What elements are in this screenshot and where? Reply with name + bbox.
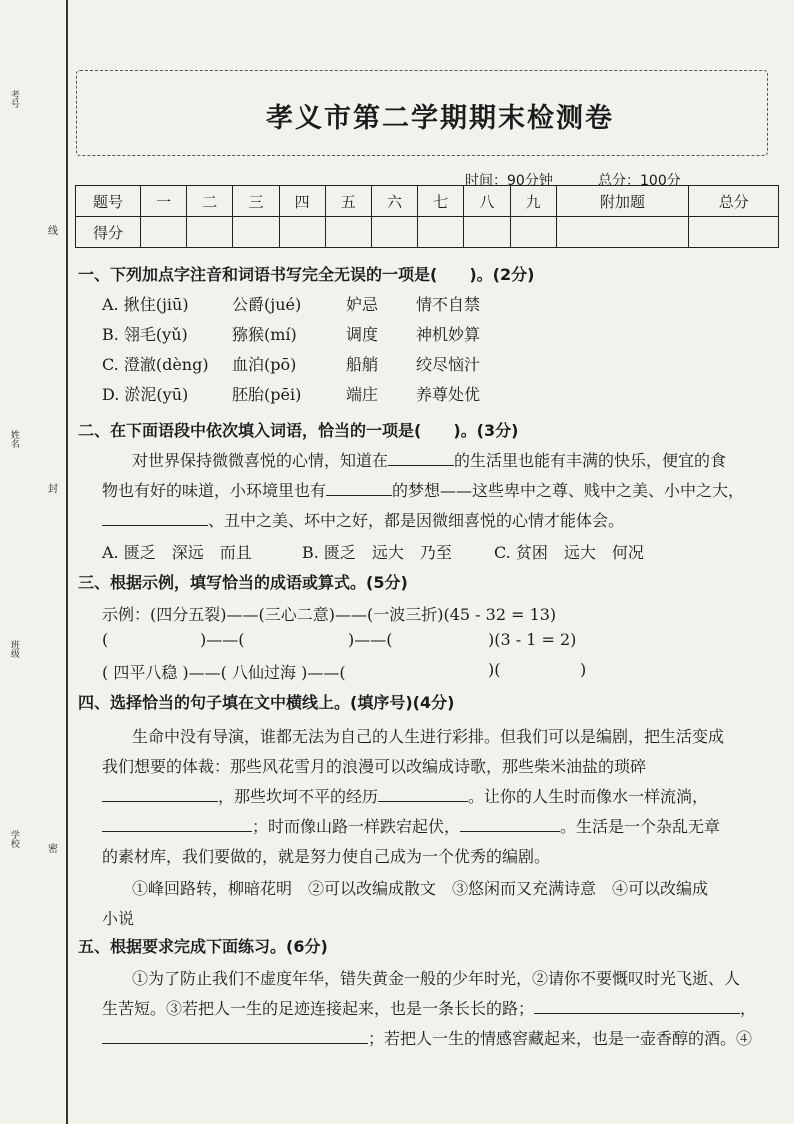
score-col-5: 五 bbox=[325, 186, 371, 217]
binding-mark-secret: 密 bbox=[48, 844, 58, 855]
q2-passage-line1 bbox=[132, 448, 726, 471]
score-col-total: 总分 bbox=[689, 186, 779, 217]
q1-a-1: A. 揪住(jiū) bbox=[102, 295, 189, 314]
fill-blank[interactable] bbox=[102, 817, 252, 832]
q2-text: 、丑中之美、坏中之好，都是因微细喜悦的心情才能体会。 bbox=[208, 511, 625, 530]
q2-text: 物也有好的味道，小环境里也有 bbox=[102, 481, 327, 500]
q4-text: ；时而像山路一样跌宕起伏， bbox=[252, 817, 461, 836]
score-col-1: 一 bbox=[141, 186, 187, 217]
q2-passage-line3 bbox=[102, 508, 624, 531]
score-cell[interactable] bbox=[279, 217, 325, 248]
q1-a-4: 情不自禁 bbox=[416, 295, 481, 314]
q3-bracket: )——( bbox=[200, 630, 245, 649]
score-col-bonus: 附加题 bbox=[556, 186, 689, 217]
fill-blank[interactable] bbox=[388, 451, 454, 466]
score-cell[interactable] bbox=[325, 217, 371, 248]
score-table-score-row bbox=[76, 217, 779, 248]
q5-text: 生苦短。③若把人一生的足迹连接起来，也是一条长长的路； bbox=[102, 999, 535, 1018]
q5-line1: ①为了防止我们不虚度年华，错失黄金一般的少年时光，②请你不要慨叹时光飞逝、人 bbox=[132, 969, 741, 988]
q2-text: 的梦想——这些卑中之尊、贱中之美、小中之大， bbox=[392, 481, 745, 500]
q4-line5: 的素材库，我们要做的，就是努力使自己成为一个优秀的编剧。 bbox=[102, 847, 551, 866]
q4-line1: 生命中没有导演，谁都无法为自己的人生进行彩排。但我们可以是编剧，把生活变成 bbox=[132, 727, 725, 746]
score-cell[interactable] bbox=[233, 217, 279, 248]
q4-line3 bbox=[102, 784, 708, 807]
q2-text: 对世界保持微微喜悦的心情，知道在 bbox=[132, 451, 389, 470]
score-col-6: 六 bbox=[371, 186, 417, 217]
fill-blank[interactable] bbox=[378, 787, 468, 802]
score-col-3: 三 bbox=[233, 186, 279, 217]
q1-d-2: 胚胎(pēi) bbox=[232, 385, 302, 404]
score-table-row-label: 题号 bbox=[76, 186, 141, 217]
q1-b-1: B. 翎毛(yǔ) bbox=[102, 325, 188, 344]
time-label: 时间：90分钟 bbox=[465, 173, 553, 189]
binding-field-school: 学校 bbox=[8, 830, 19, 848]
binding-strip bbox=[0, 0, 68, 1124]
q4-text: ，那些坎坷不平的经历 bbox=[218, 787, 379, 806]
q1-c-4: 绞尽恼汁 bbox=[416, 355, 481, 374]
score-col-8: 八 bbox=[464, 186, 510, 217]
score-cell[interactable] bbox=[418, 217, 464, 248]
q4-text: 。让你的人生时而像水一样流淌， bbox=[468, 787, 709, 806]
q4-stem: 四、选择恰当的句子填在文中横线上。(填序号)(4分) bbox=[78, 693, 455, 712]
q1-b-4: 神机妙算 bbox=[416, 325, 481, 344]
q2-option-a: A. 匮乏 深远 而且 bbox=[102, 543, 252, 562]
q1-b-3: 调度 bbox=[346, 325, 379, 344]
score-cell[interactable] bbox=[464, 217, 510, 248]
score-table bbox=[75, 185, 779, 248]
q1-c-2: 血泊(pō) bbox=[232, 355, 297, 374]
q5-line3 bbox=[102, 1026, 752, 1049]
q1-d-3: 端庄 bbox=[346, 385, 379, 404]
binding-mark-seal: 封 bbox=[48, 484, 58, 495]
q3-bracket: ) bbox=[580, 660, 587, 679]
score-cell[interactable] bbox=[371, 217, 417, 248]
q3-bracket: )( bbox=[488, 660, 501, 679]
q2-stem: 二、在下面语段中依次填入词语，恰当的一项是( )。(3分) bbox=[78, 421, 519, 440]
q5-line2 bbox=[102, 996, 756, 1019]
binding-field-class: 班级 bbox=[8, 640, 19, 658]
score-col-2: 二 bbox=[187, 186, 233, 217]
q4-choices: ①峰回路转，柳暗花明 ②可以改编成散文 ③悠闲而又充满诗意 ④可以改编成 bbox=[132, 879, 709, 898]
q3-bracket: ( bbox=[102, 630, 109, 649]
score-cell[interactable] bbox=[510, 217, 556, 248]
q2-option-b: B. 匮乏 远大 乃至 bbox=[302, 543, 452, 562]
q5-stem: 五、根据要求完成下面练习。(6分) bbox=[78, 937, 328, 956]
score-table-row-label: 得分 bbox=[76, 217, 141, 248]
q4-line4 bbox=[102, 814, 720, 837]
q3-stem: 三、根据示例，填写恰当的成语或算式。(5分) bbox=[78, 573, 408, 592]
score-cell[interactable] bbox=[141, 217, 187, 248]
fill-blank[interactable] bbox=[460, 817, 560, 832]
binding-field-name: 姓名 bbox=[8, 430, 19, 448]
page-title: 孝义市第二学期期末检测卷 bbox=[266, 103, 614, 134]
score-table-header-row bbox=[76, 186, 779, 217]
q3-example: 示例：(四分五裂)——(三心二意)——(一波三折)(45 - 32 = 13) bbox=[102, 605, 557, 624]
q2-text: 的生活里也能有丰满的快乐，便宜的食 bbox=[454, 451, 727, 470]
score-cell[interactable] bbox=[689, 217, 779, 248]
fill-blank[interactable] bbox=[326, 481, 392, 496]
fill-blank[interactable] bbox=[534, 999, 740, 1014]
fill-blank[interactable] bbox=[102, 787, 218, 802]
q1-a-2: 公爵(jué) bbox=[232, 295, 302, 314]
binding-field-exam-no: 考号 bbox=[8, 90, 19, 108]
q1-d-4: 养尊处优 bbox=[416, 385, 481, 404]
q5-text: ；若把人一生的情感窖藏起来，也是一壶香醇的酒。④ bbox=[368, 1029, 753, 1048]
q3-text: ( 四平八稳 )——( 八仙过海 )——( bbox=[102, 663, 346, 682]
binding-mark-line: 线 bbox=[48, 226, 58, 237]
q3-bracket: )——( bbox=[348, 630, 393, 649]
q1-c-3: 船艄 bbox=[346, 355, 379, 374]
q1-stem: 一、下列加点字注音和词语书写完全无误的一项是( )。(2分) bbox=[78, 265, 535, 284]
q3-bracket: )(3 - 1 = 2) bbox=[488, 630, 577, 649]
score-cell[interactable] bbox=[187, 217, 233, 248]
q2-passage-line2 bbox=[102, 478, 744, 501]
score-col-4: 四 bbox=[279, 186, 325, 217]
total-score-label: 总分：100分 bbox=[598, 173, 681, 189]
q1-d-1: D. 淤泥(yū) bbox=[102, 385, 189, 404]
score-cell[interactable] bbox=[556, 217, 689, 248]
fill-blank[interactable] bbox=[102, 511, 208, 526]
score-col-7: 七 bbox=[418, 186, 464, 217]
q4-line2: 我们想要的体裁：那些风花雪月的浪漫可以改编成诗歌，那些柴米油盐的琐碎 bbox=[102, 757, 647, 776]
q1-b-2: 猕猴(mí) bbox=[232, 325, 297, 344]
q2-option-c: C. 贫困 远大 何况 bbox=[494, 543, 644, 562]
score-col-9: 九 bbox=[510, 186, 556, 217]
q1-c-1: C. 澄澈(dèng) bbox=[102, 355, 209, 374]
fill-blank[interactable] bbox=[102, 1029, 368, 1044]
q4-choices-cont: 小说 bbox=[102, 909, 135, 928]
q5-text: ， bbox=[740, 999, 757, 1018]
q1-a-3: 妒忌 bbox=[346, 295, 379, 314]
q4-text: 。生活是一个杂乱无章 bbox=[560, 817, 721, 836]
